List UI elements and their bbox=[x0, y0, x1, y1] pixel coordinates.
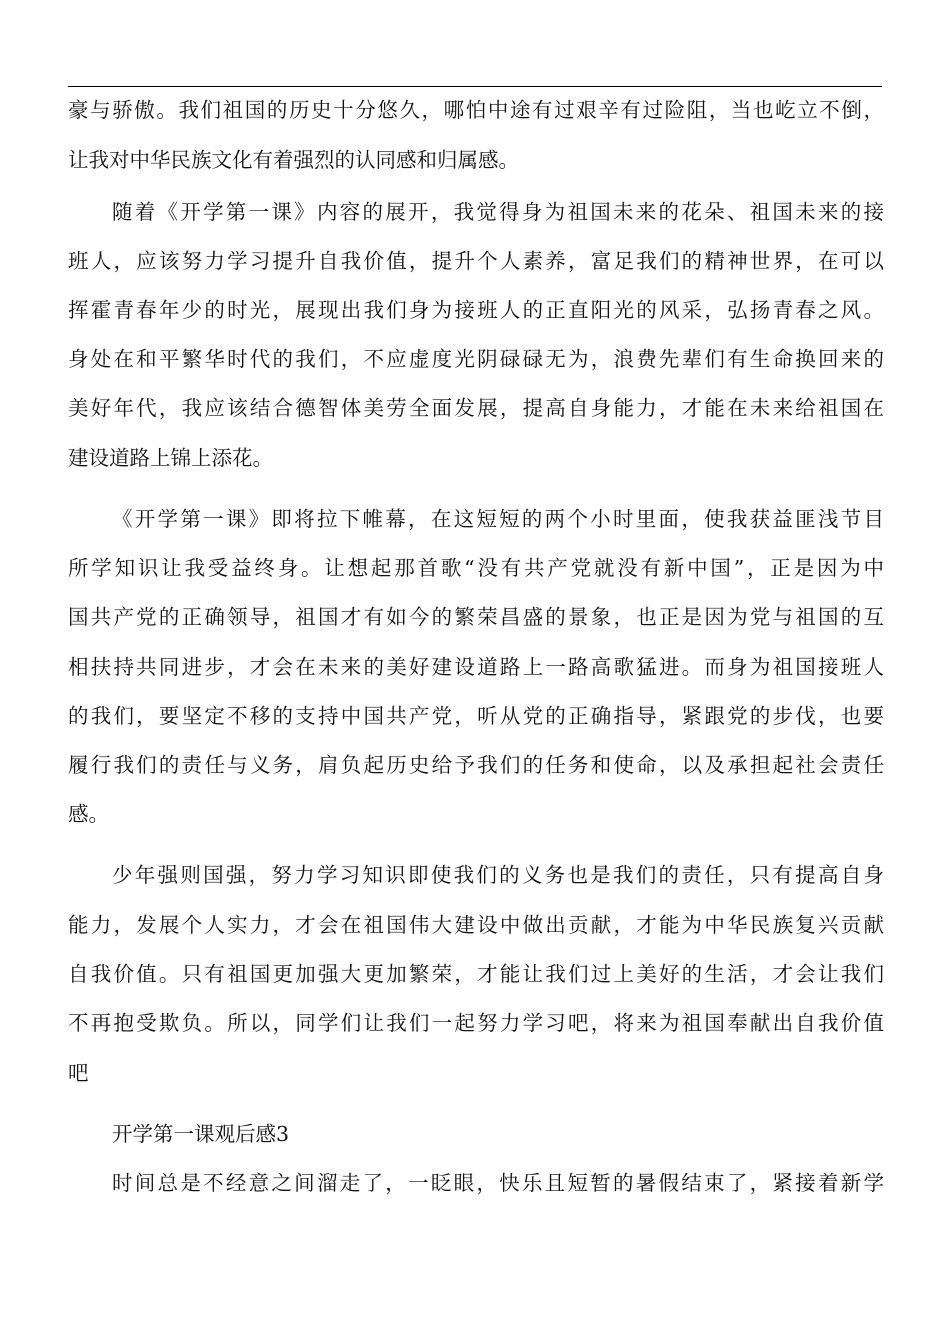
text-line: 吧 bbox=[68, 1061, 89, 1085]
text-line: 所学知识让我受益终身。让想起那首歌“没有共产党就没有新中国”，正是因为中 bbox=[68, 556, 884, 580]
text-line: 履行我们的责任与义务，肩负起历史给予我们的任务和使命，以及承担起社会责任 bbox=[68, 753, 884, 777]
text-line: 美好年代，我应该结合德智体美劳全面发展，提高自身能力，才能在未来给祖国在 bbox=[68, 396, 884, 420]
paragraph-first-line: 少年强则国强，努力学习知识即使我们的义务也是我们的责任，只有提高自身 bbox=[112, 863, 884, 887]
text-line: 豪与骄傲。我们祖国的历史十分悠久，哪怕中途有过艰辛有过险阻，当也屹立不倒， bbox=[68, 98, 884, 122]
text-line: 班人，应该努力学习提升自我价值，提升个人素养，富足我们的精神世界，在可以 bbox=[68, 249, 884, 273]
text-line: 挥霍青春年少的时光，展现出我们身为接班人的正直阳光的风采，弘扬青春之风。 bbox=[68, 298, 884, 322]
text-line: 的我们，要坚定不移的支持中国共产党，听从党的正确指导，紧跟党的步伐，也要 bbox=[68, 704, 884, 728]
text-line: 自我价值。只有祖国更加强大更加繁荣，才能让我们过上美好的生活，才会让我们 bbox=[68, 962, 884, 986]
text-line: 不再抱受欺负。所以，同学们让我们一起努力学习吧，将来为祖国奉献出自我价值 bbox=[68, 1011, 884, 1035]
text-line: 能力，发展个人实力，才会在祖国伟大建设中做出贡献，才能为中华民族复兴贡献 bbox=[68, 913, 884, 937]
text-line: 让我对中华民族文化有着强烈的认同感和归属感。 bbox=[68, 148, 519, 172]
paragraph-first-line: 时间总是不经意之间溜走了，一眨眼，快乐且短暂的暑假结束了，紧接着新学 bbox=[112, 1171, 884, 1195]
text-line: 相扶持共同进步，才会在未来的美好建设道路上一路高歌猛进。而身为祖国接班人 bbox=[68, 655, 884, 679]
text-line: 感。 bbox=[68, 802, 109, 826]
paragraph-first-line: 随着《开学第一课》内容的展开，我觉得身为祖国未来的花朵、祖国未来的接 bbox=[112, 200, 884, 224]
section-heading: 开学第一课观后感3 bbox=[112, 1122, 290, 1146]
text-line: 建设道路上锦上添花。 bbox=[68, 446, 273, 470]
text-line: 国共产党的正确领导，祖国才有如今的繁荣昌盛的景象，也正是因为党与祖国的互 bbox=[68, 605, 884, 629]
text-line: 身处在和平繁华时代的我们，不应虚度光阴碌碌无为，浪费先辈们有生命换回来的 bbox=[68, 347, 884, 371]
paragraph-first-line: 《开学第一课》即将拉下帷幕，在这短短的两个小时里面，使我获益匪浅节目 bbox=[112, 507, 884, 531]
header-rule bbox=[68, 86, 882, 87]
